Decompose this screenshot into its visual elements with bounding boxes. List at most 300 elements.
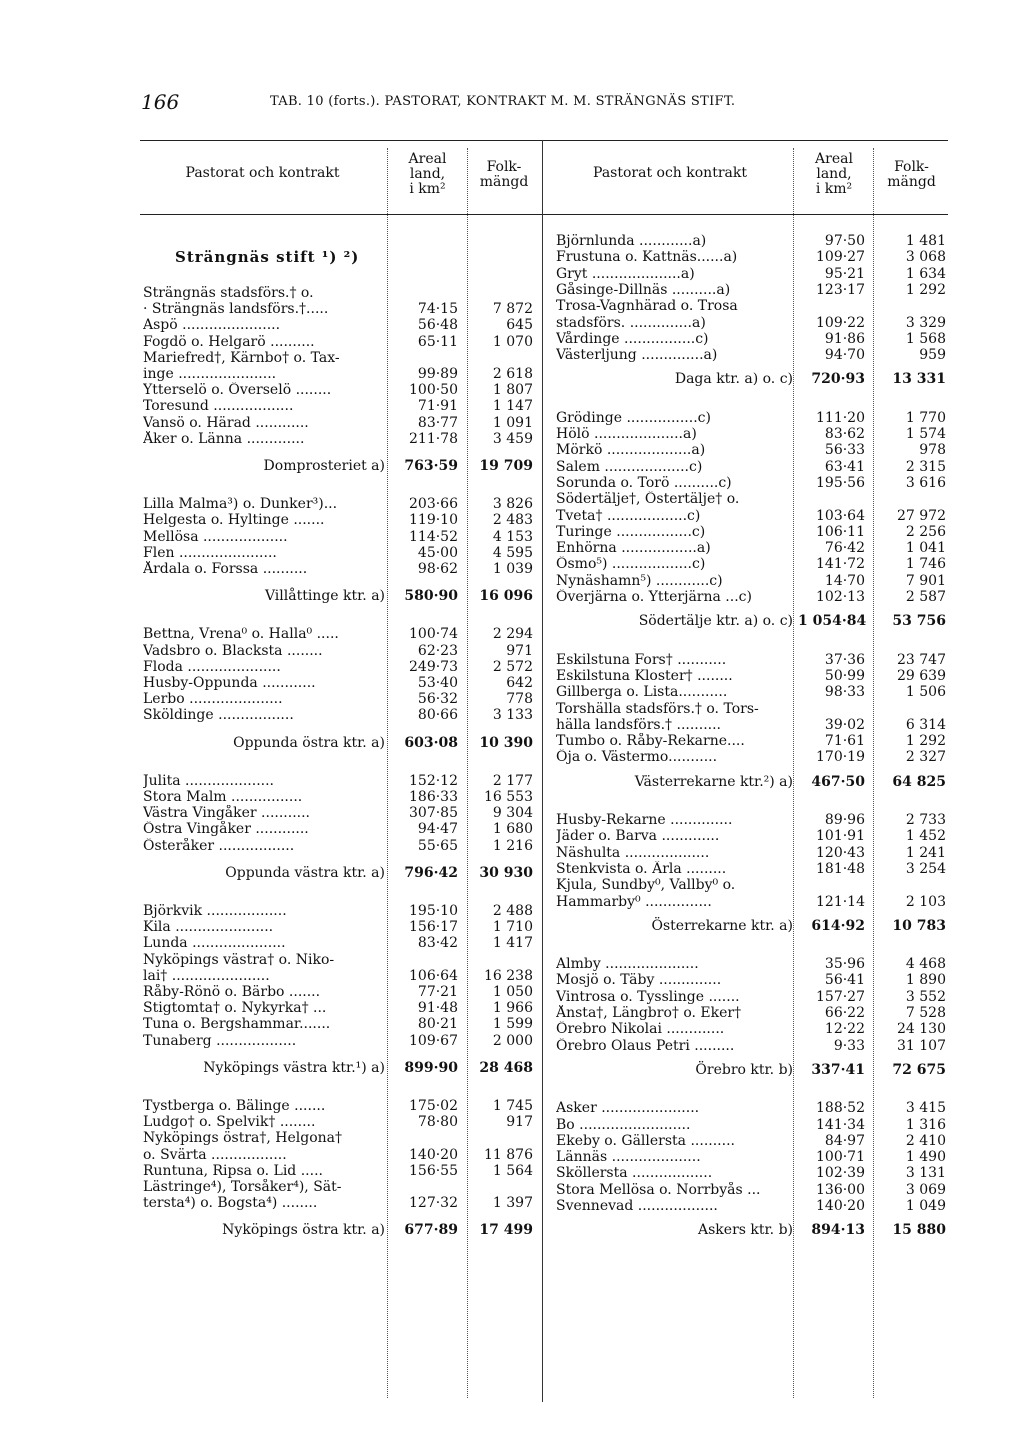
area-value: 83·77 [417, 414, 458, 431]
parish-name: Öja o. Västermo........... [556, 749, 718, 766]
area-value: 100·50 [409, 382, 458, 399]
population-value: 1 490 [905, 1149, 946, 1166]
parish-name: Ösmo⁵) ..................c) [556, 556, 706, 573]
area-value: 186·33 [409, 789, 458, 805]
column-rule [793, 148, 794, 1398]
population-value [470, 350, 533, 366]
population-value: 3 329 [905, 314, 946, 331]
contract-total-area: 467·50 [811, 773, 865, 790]
parish-name: Vadsbro o. Blacksta ........ [143, 642, 323, 659]
diocese-title: Strängnäs stift ¹) ²) [175, 248, 360, 266]
area-value: 170·19 [816, 749, 865, 766]
parish-name: lai† ...................... [143, 967, 270, 984]
contract-total-area: 899·90 [404, 1059, 458, 1076]
population-value: 3 826 [492, 496, 533, 513]
area-value: 121·14 [816, 893, 865, 910]
population-value: 7 901 [905, 572, 946, 589]
population-value: 1 574 [905, 426, 946, 442]
header-bottom-rule [140, 214, 948, 215]
population-value: 1 070 [492, 333, 533, 350]
area-value: 103·64 [816, 507, 865, 524]
population-value [876, 877, 946, 893]
area-value: 14·70 [824, 572, 865, 589]
population-value: 1 599 [492, 1016, 533, 1033]
parish-name: Julita .................... [143, 772, 275, 789]
area-value: 100·71 [816, 1149, 865, 1166]
parish-name: Stigtomta† o. Nykyrka† ... [143, 1000, 327, 1017]
population-value [470, 1179, 533, 1195]
population-value: 1 041 [905, 540, 946, 557]
population-value: 1 770 [905, 409, 946, 426]
parish-name: Strängnäs stadsförs.† o. [143, 285, 314, 301]
population-value: 1 147 [492, 398, 533, 415]
area-value: 84·97 [824, 1132, 865, 1149]
contract-total-population: 17 499 [479, 1222, 533, 1239]
population-value: 1 049 [905, 1198, 946, 1214]
area-value: 114·52 [409, 528, 458, 545]
population-value: 1 316 [905, 1116, 946, 1133]
population-value: 2 315 [905, 458, 946, 475]
population-value: 23 747 [897, 651, 946, 668]
area-value: 188·52 [816, 1100, 865, 1117]
header-areal-line1: Areal [815, 151, 853, 167]
parish-name: Kjula, Sundby⁰, Vallby⁰ o. [556, 877, 736, 894]
parish-name: Vårdinge ................c) [556, 330, 709, 347]
parish-name: Torshälla stadsförs.† o. Tors- [556, 700, 759, 717]
parish-name: o. Svärta ................. [143, 1146, 287, 1163]
population-value: 2 294 [492, 626, 533, 643]
parish-name: Tunaberg .................. [143, 1032, 297, 1049]
contract-total-label: Nyköpings östra ktr. a) [222, 1222, 385, 1239]
area-value: 141·34 [816, 1116, 865, 1133]
population-value: 16 553 [484, 789, 533, 805]
parish-name: Gåsinge-Dillnäs ..........a) [556, 281, 731, 298]
parish-name: Eskilstuna Kloster† ........ [556, 667, 733, 684]
population-value: 645 [506, 317, 533, 334]
parish-name: Tveta† ..................c) [556, 507, 701, 524]
parish-name: Mariefred†, Kärnbo† o. Tax- [143, 349, 340, 366]
population-value [470, 285, 533, 301]
area-value [392, 285, 458, 301]
population-value: 3 133 [492, 707, 533, 724]
parish-name: Hölö ....................a) [556, 426, 697, 442]
area-value: 109·67 [409, 1032, 458, 1049]
parish-name: Lännäs .................... [556, 1149, 701, 1166]
contract-total-label: Örebro ktr. b) [695, 1061, 793, 1078]
population-value: 2 327 [905, 749, 946, 766]
header-areal-line2: land, [409, 166, 446, 182]
population-value: 1 241 [905, 844, 946, 861]
parish-name: Tumbo o. Råby-Rekarne.... [556, 733, 745, 750]
population-value: 2 587 [905, 589, 946, 605]
contract-total-population: 72 675 [892, 1061, 946, 1078]
contract-total-population: 19 709 [479, 458, 533, 474]
area-value: 94·47 [417, 821, 458, 838]
parish-name: Södertälje†, Östertälje† o. [556, 491, 740, 508]
parish-name: Fogdö o. Helgarö .......... [143, 333, 315, 350]
parish-name: Sköllersta .................. [556, 1165, 713, 1182]
column-rule [387, 148, 388, 1398]
area-value: 307·85 [409, 805, 458, 822]
area-value [798, 491, 865, 507]
parish-name: Åker o. Länna ............. [143, 430, 305, 447]
population-value: 917 [506, 1114, 533, 1131]
area-value: 100·74 [409, 626, 458, 643]
population-value: 1 292 [905, 733, 946, 750]
area-value: 195·56 [816, 474, 865, 491]
parish-name: Bettna, Vrena⁰ o. Halla⁰ ..... [143, 626, 339, 643]
contract-total-area: 677·89 [404, 1222, 458, 1239]
population-value: 3 069 [905, 1181, 946, 1198]
contract-total-area: 337·41 [811, 1061, 865, 1078]
area-value: 76·42 [824, 540, 865, 557]
parish-name: inge ...................... [143, 366, 277, 382]
population-value: 1 745 [492, 1098, 533, 1114]
contract-total-label: Södertälje ktr. a) o. c) [638, 613, 793, 630]
contract-total-population: 10 390 [479, 734, 533, 751]
parish-name: Gryt ....................a) [556, 265, 695, 282]
population-value [470, 952, 533, 968]
header-areal-line1: Areal [408, 151, 447, 167]
population-value: 1 452 [905, 828, 946, 845]
header-folk-left [470, 160, 538, 190]
parish-name: Gillberga o. Lista........... [556, 684, 728, 701]
population-value: 1 807 [492, 382, 533, 399]
area-value: 71·61 [824, 733, 865, 750]
area-value: 156·17 [409, 919, 458, 936]
contract-total-population: 30 930 [479, 864, 533, 881]
parish-name: Ekeby o. Gällersta .......... [556, 1132, 735, 1149]
area-value: 83·62 [824, 426, 865, 442]
contract-total-label: Domprosteriet a) [263, 458, 385, 474]
population-value: 2 410 [905, 1132, 946, 1149]
population-value: 4 153 [492, 528, 533, 545]
parish-name: Nyköpings östra†, Helgona† [143, 1130, 343, 1147]
parish-name: tersta⁴) o. Bogsta⁴) ........ [143, 1195, 318, 1212]
contract-total-population: 53 756 [892, 613, 946, 630]
parish-name: Kila ...................... [143, 919, 274, 936]
area-value [392, 350, 458, 366]
population-value: 2 256 [905, 523, 946, 540]
area-value: 91·86 [824, 330, 865, 347]
area-value: 39·02 [824, 716, 865, 733]
population-value: 3 459 [492, 430, 533, 447]
population-value: 2 488 [492, 903, 533, 919]
population-value: 2 177 [492, 772, 533, 789]
parish-name: Turinge .................c) [556, 523, 706, 540]
parish-name: Svennevad .................. [556, 1198, 718, 1214]
population-value: 2 618 [492, 366, 533, 382]
parish-name: Västra Vingåker ........... [143, 805, 311, 822]
area-value: 95·21 [824, 265, 865, 282]
parish-name: Salem ...................c) [556, 458, 703, 475]
area-value: 98·62 [417, 561, 458, 577]
area-value: 106·11 [816, 523, 865, 540]
population-value: 778 [506, 691, 533, 708]
parish-name: Mörkö ...................a) [556, 442, 706, 459]
parish-name: Husby-Oppunda ............ [143, 675, 316, 691]
population-value: 1 634 [905, 265, 946, 282]
population-value: 2 733 [905, 812, 946, 828]
contract-total-label: Daga ktr. a) o. c) [674, 371, 793, 388]
parish-name: Grödinge ................c) [556, 409, 711, 426]
area-value: 12·22 [824, 1021, 865, 1038]
area-value: 140·20 [816, 1198, 865, 1214]
area-value: 109·27 [816, 249, 865, 266]
area-value: 66·22 [824, 1005, 865, 1021]
parish-name: Vansö o. Härad ............ [143, 414, 309, 431]
parish-name: Örebro Nikolai ............. [556, 1021, 725, 1038]
parish-name: Runtuna, Ripsa o. Lid ..... [143, 1162, 323, 1179]
running-head: TAB. 10 (forts.). PASTORAT, KONTRAKT M. M. STRÄNGNÄS STIFT. [270, 94, 736, 109]
parish-name: Ytterselö o. Överselö ........ [143, 382, 332, 399]
area-value: 106·64 [409, 967, 458, 984]
parish-name: Almby ..................... [556, 956, 699, 973]
contract-total-label: Oppunda östra ktr. a) [233, 734, 385, 751]
header-areal-line3: i km² [409, 181, 446, 197]
parish-name: Toresund .................. [143, 398, 294, 415]
population-value: 1 216 [492, 837, 533, 854]
parish-name: Stenkvista o. Ärla ......... [556, 860, 727, 877]
parish-name: Trosa-Vagnhärad o. Trosa [556, 298, 738, 315]
population-value: 7 528 [905, 1005, 946, 1021]
parish-name: Hammarby⁰ ............... [556, 893, 712, 910]
population-value: 6 314 [905, 716, 946, 733]
population-value: 2 103 [905, 893, 946, 910]
parish-name: Sorunda o. Torö ..........c) [556, 474, 732, 491]
parish-name: Överjärna o. Ytterjärna ...c) [556, 589, 752, 605]
parish-name: Enhörna .................a) [556, 540, 711, 557]
parish-name: Årdala o. Forssa .......... [143, 561, 308, 577]
parish-name: Floda ..................... [143, 658, 281, 675]
parish-name: Lerbo ..................... [143, 691, 283, 708]
parish-name: Asker ...................... [556, 1100, 700, 1117]
area-value: 120·43 [816, 844, 865, 861]
area-value: 56·41 [824, 972, 865, 989]
population-value: 1 890 [905, 972, 946, 989]
contract-total-population: 13 331 [892, 371, 946, 388]
population-value: 959 [919, 347, 946, 364]
area-value: 156·55 [409, 1162, 458, 1179]
population-value: 1 050 [492, 984, 533, 1000]
area-value: 249·73 [409, 658, 458, 675]
area-value: 119·10 [409, 512, 458, 529]
parish-name: Björkvik .................. [143, 903, 287, 919]
parish-name: Västerljung ..............a) [556, 347, 718, 364]
area-value: 101·91 [816, 828, 865, 845]
population-value: 2 572 [492, 658, 533, 675]
contract-total-population: 28 468 [479, 1059, 533, 1076]
area-value: 102·39 [816, 1165, 865, 1182]
column-divider-middle [542, 140, 543, 1402]
contract-total-label: Villåttinge ktr. a) [264, 588, 385, 605]
contract-total-area: 763·59 [404, 458, 458, 474]
area-value: 203·66 [409, 496, 458, 513]
header-folk-line2: mängd [479, 174, 529, 190]
area-value: 80·66 [417, 707, 458, 724]
population-value: 1 966 [492, 1000, 533, 1017]
population-value: 1 746 [905, 556, 946, 573]
contract-total-population: 16 096 [479, 588, 533, 605]
parish-name: Tuna o. Bergshammar....... [143, 1016, 331, 1033]
population-value: 1 481 [905, 233, 946, 249]
column-rule [873, 148, 874, 1398]
area-value: 56·48 [417, 317, 458, 334]
area-value: 56·33 [824, 442, 865, 459]
contract-total-label: Österrekarne ktr. a) [651, 917, 793, 934]
contract-total-area: 603·08 [404, 734, 458, 751]
parish-name: Lunda ..................... [143, 935, 286, 952]
contract-total-area: 1 054·84 [798, 613, 867, 630]
contract-total-area: 894·13 [811, 1222, 865, 1239]
area-value: 91·48 [417, 1000, 458, 1017]
area-value: 141·72 [816, 556, 865, 573]
parish-name: Ånsta†, Längbro† o. Eker† [556, 1005, 742, 1021]
area-value: 152·12 [409, 772, 458, 789]
area-value [798, 701, 865, 717]
area-value: 157·27 [816, 988, 865, 1005]
area-value: 9·33 [833, 1037, 865, 1054]
contract-total-area: 614·92 [811, 917, 865, 934]
parish-name: Nyköpings västra† o. Niko- [143, 951, 335, 968]
area-value: 62·23 [417, 642, 458, 659]
population-value: 1 710 [492, 919, 533, 936]
population-value: 3 616 [905, 474, 946, 491]
contract-total-label: Västerrekarne ktr.²) a) [634, 773, 793, 790]
area-value: 83·42 [417, 935, 458, 952]
parish-name: Björnlunda ............a) [556, 233, 707, 249]
area-value: 55·65 [417, 837, 458, 854]
parish-name: Österåker ................. [143, 837, 295, 854]
population-value: 1 292 [905, 281, 946, 298]
population-value: 9 304 [492, 805, 533, 822]
population-value [876, 491, 946, 507]
population-value: 1 564 [492, 1162, 533, 1179]
header-folk-line1: Folk- [486, 159, 522, 175]
population-value: 4 595 [492, 544, 533, 561]
area-value: 102·13 [816, 589, 865, 605]
header-folk-line1: Folk- [894, 159, 929, 175]
header-areal-line2: land, [816, 166, 852, 182]
parish-name: Frustuna o. Kattnäs......a) [556, 249, 738, 266]
area-value: 71·91 [417, 398, 458, 415]
parish-name: Stora Malm ................ [143, 789, 303, 805]
population-value: 3 415 [905, 1100, 946, 1117]
area-value: 37·36 [824, 651, 865, 668]
header-folk-right [875, 160, 948, 190]
header-folk-line2: mängd [887, 174, 936, 190]
area-value: 89·96 [824, 812, 865, 828]
parish-name: Örebro Olaus Petri ......... [556, 1037, 735, 1054]
parish-name: Råby-Rönö o. Bärbo ....... [143, 984, 321, 1000]
area-value: 140·20 [409, 1146, 458, 1163]
population-value [876, 701, 946, 717]
population-value: 3 552 [905, 988, 946, 1005]
parish-name: Vintrosa o. Tysslinge ....... [556, 988, 740, 1005]
area-value: 65·11 [417, 333, 458, 350]
area-value: 77·21 [417, 984, 458, 1000]
area-value: 94·70 [824, 347, 865, 364]
area-value: 127·32 [409, 1195, 458, 1212]
area-value [392, 1179, 458, 1195]
population-value: 11 876 [484, 1146, 533, 1163]
area-value: 35·96 [824, 956, 865, 973]
area-value: 80·21 [417, 1016, 458, 1033]
header-areal-line3: i km² [815, 181, 853, 197]
contract-total-population: 10 783 [892, 917, 946, 934]
parish-name: Lästringe⁴), Torsåker⁴), Sät- [143, 1179, 342, 1195]
parish-name: Östra Vingåker ............ [143, 821, 309, 838]
parish-name: Bo ......................... [556, 1116, 691, 1133]
area-value [392, 1130, 458, 1146]
area-value: 109·22 [816, 314, 865, 331]
population-value: 31 107 [897, 1037, 946, 1054]
contract-total-population: 64 825 [892, 773, 946, 790]
population-value: 1 680 [492, 821, 533, 838]
population-value: 3 254 [905, 860, 946, 877]
contract-total-label: Nyköpings västra ktr.¹) a) [203, 1059, 385, 1076]
area-value [798, 298, 865, 314]
population-value: 3 068 [905, 249, 946, 266]
area-value: 99·89 [417, 366, 458, 382]
header-pastorat-right: Pastorat och kontrakt [593, 165, 747, 181]
area-value: 97·50 [824, 233, 865, 249]
parish-name: Sköldinge ................. [143, 707, 294, 724]
area-value: 45·00 [417, 544, 458, 561]
population-value: 971 [506, 642, 533, 659]
area-value: 98·33 [824, 684, 865, 701]
contract-total-label: Askers ktr. b) [698, 1222, 793, 1239]
parish-name: Nynäshamn⁵) ............c) [556, 572, 723, 589]
contract-total-area: 796·42 [404, 864, 458, 881]
area-value: 50·99 [824, 667, 865, 684]
area-value: 63·41 [824, 458, 865, 475]
population-value: 16 238 [484, 967, 533, 984]
area-value: 195·10 [409, 903, 458, 919]
population-value [876, 298, 946, 314]
area-value: 136·00 [816, 1181, 865, 1198]
population-value: 1 091 [492, 414, 533, 431]
header-pastorat-left: Pastorat och kontrakt [185, 165, 340, 181]
area-value: 111·20 [816, 409, 865, 426]
parish-name: Ludgo† o. Spelvik† ........ [143, 1114, 316, 1131]
header-areal-right [795, 152, 873, 197]
parish-name: Flen ...................... [143, 544, 277, 561]
population-value: 4 468 [905, 956, 946, 973]
parish-name: Lilla Malma³) o. Dunker³)... [143, 496, 338, 513]
population-value: 27 972 [897, 507, 946, 524]
parish-name: Husby-Rekarne .............. [556, 812, 733, 828]
parish-name: stadsförs. ..............a) [556, 314, 706, 331]
contract-total-label: Oppunda västra ktr. a) [225, 864, 385, 881]
population-value: 1 506 [905, 684, 946, 701]
contract-total-area: 720·93 [811, 371, 865, 388]
area-value: 74·15 [417, 301, 458, 318]
parish-name: hälla landsförs.† .......... [556, 716, 721, 733]
area-value: 211·78 [409, 430, 458, 447]
population-value [470, 1130, 533, 1146]
population-value: 3 131 [905, 1165, 946, 1182]
area-value: 181·48 [816, 860, 865, 877]
population-value: 978 [919, 442, 946, 459]
header-areal-left [390, 152, 465, 197]
parish-name: Helgesta o. Hyltinge ....... [143, 512, 325, 529]
area-value: 123·17 [816, 281, 865, 298]
population-value: 1 417 [492, 935, 533, 952]
page-number: 166 [141, 90, 180, 114]
area-value [798, 877, 865, 893]
column-rule [467, 148, 468, 1398]
